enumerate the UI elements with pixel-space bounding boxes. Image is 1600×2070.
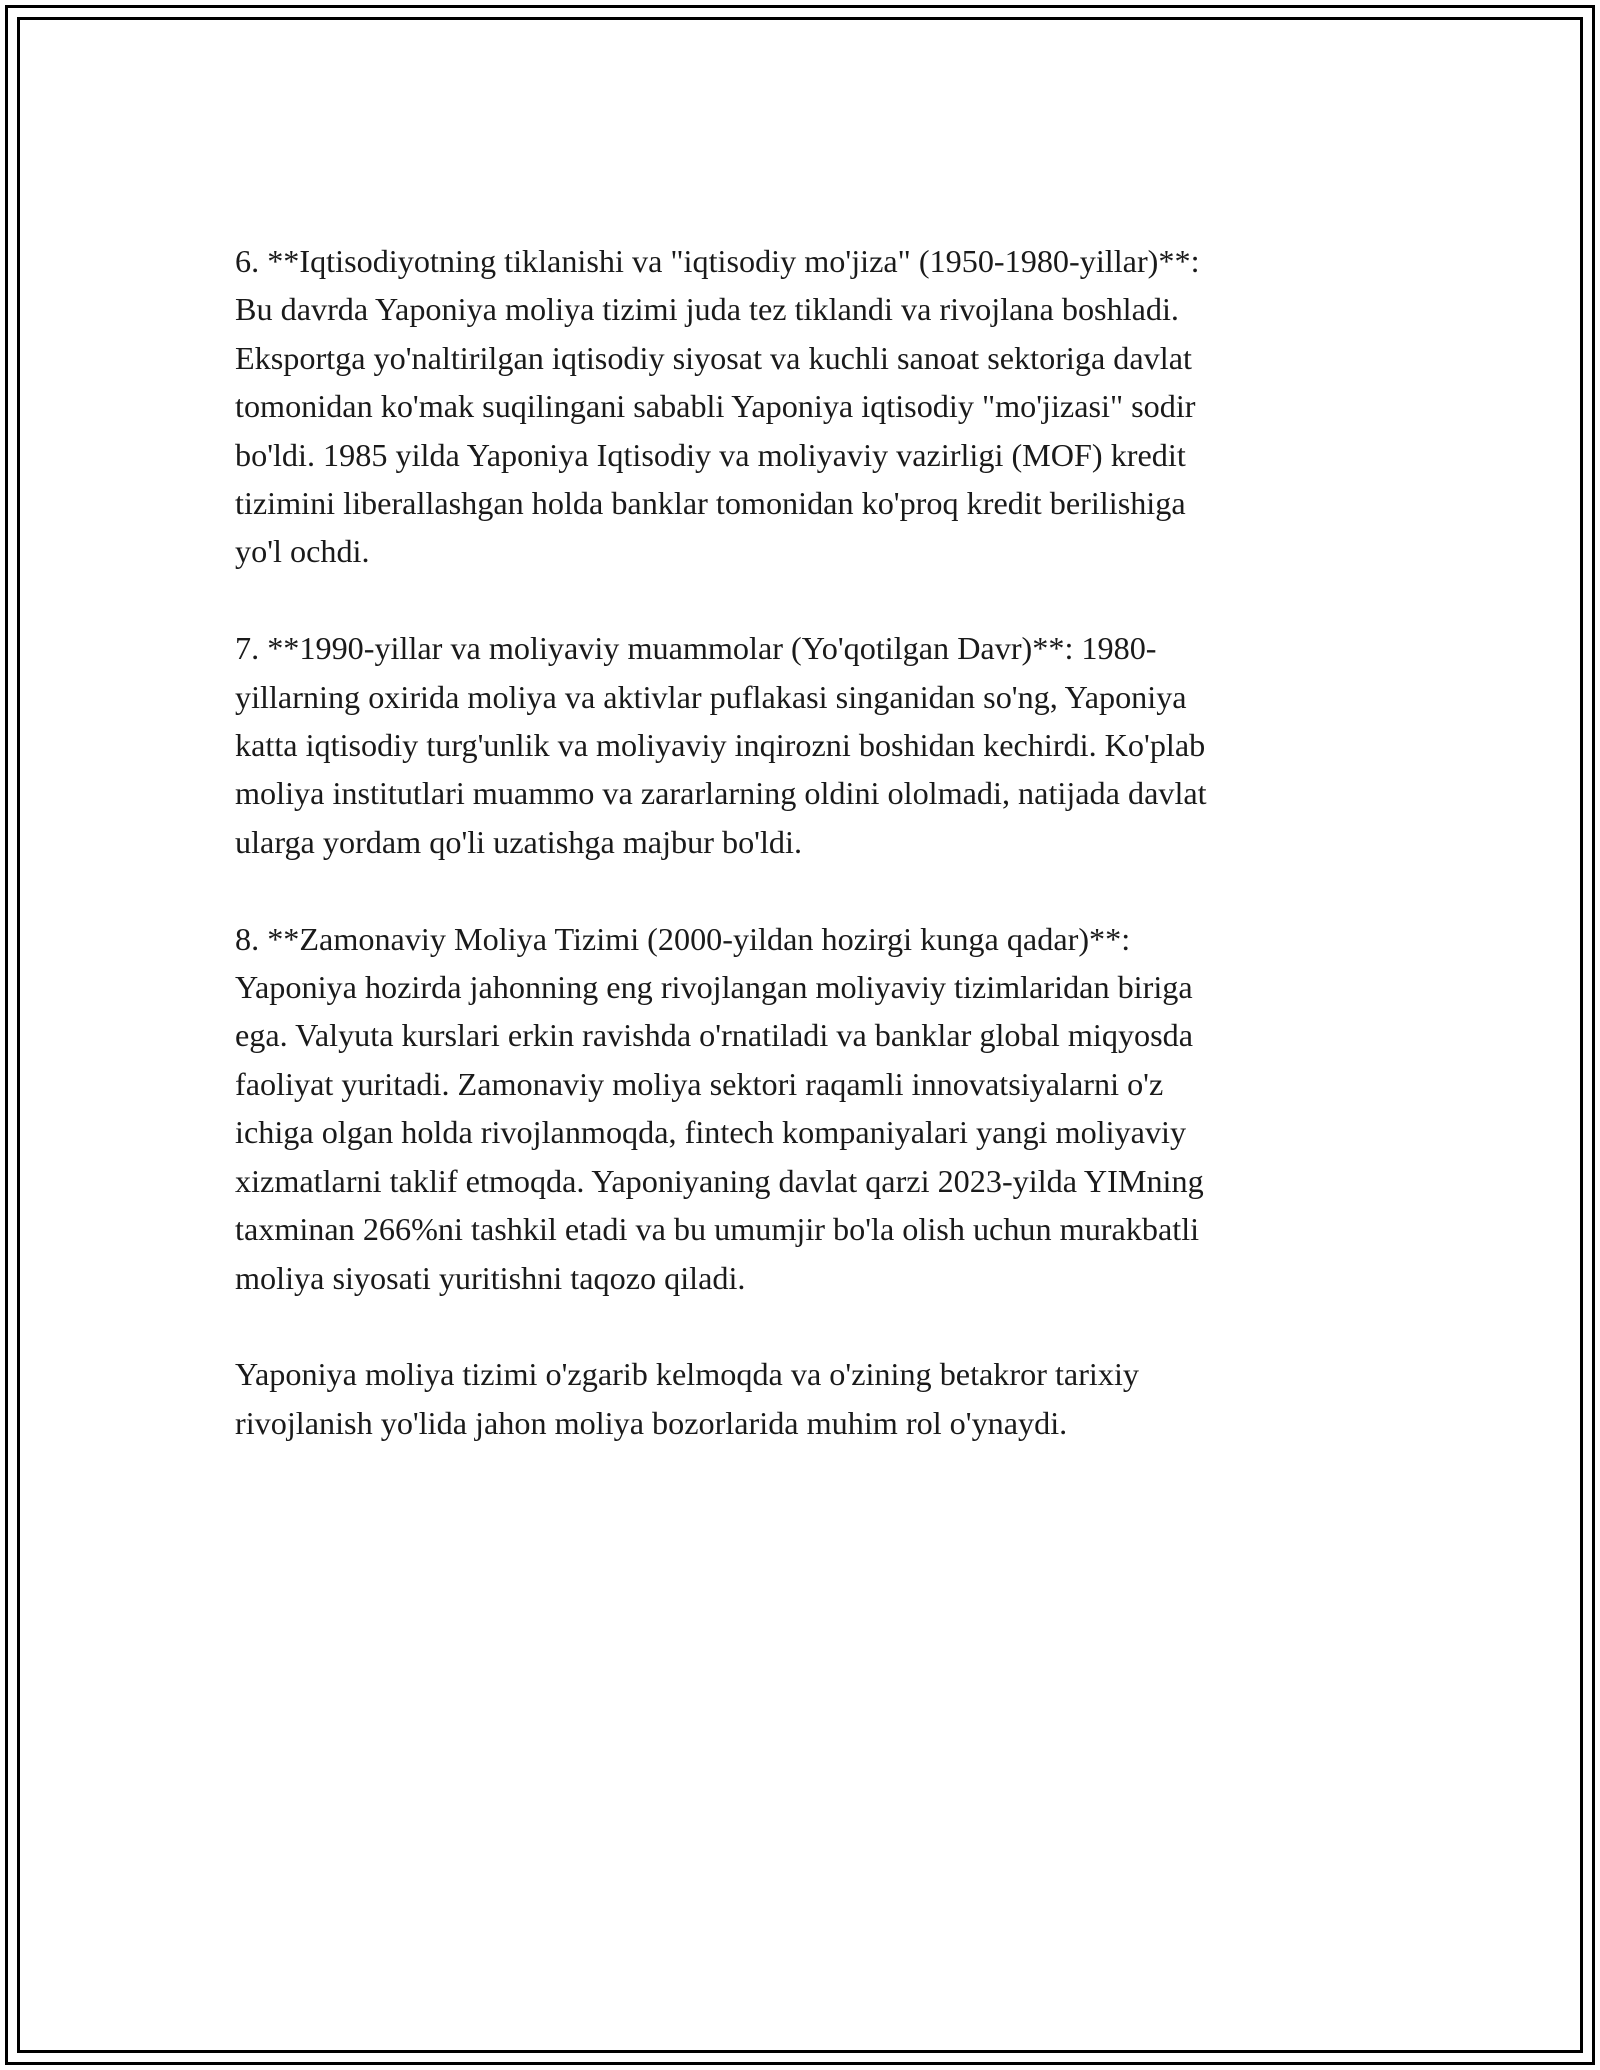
paragraph-section-7 bbox=[235, 624, 1365, 866]
text-line: 6. **Iqtisodiyotning tiklanishi va "iqtisodiy mo'jiza" (1950-1980-yillar)**: bbox=[235, 243, 1200, 279]
text-line: moliya siyosati yuritishni taqozo qiladi. bbox=[235, 1259, 746, 1296]
text-line: rivojlanish yo'lida jahon moliya bozorlarida muhim rol o'ynaydi. bbox=[235, 1404, 1068, 1441]
paragraph-conclusion bbox=[235, 1350, 1365, 1447]
text-line: bo'ldi. 1985 yilda Yaponiya Iqtisodiy va moliyaviy vazirligi (MOF) kredit bbox=[235, 436, 1186, 473]
text-line: Yaponiya hozirda jahonning eng rivojlangan moliyaviy tizimlaridan biriga bbox=[235, 969, 1193, 1006]
text-line: Yaponiya moliya tizimi o'zgarib kelmoqda va o'zining betakror tarixiy bbox=[235, 1356, 1139, 1393]
text-line: taxminan 266%ni tashkil etadi va bu umumjir bo'la olish uchun murakbatli bbox=[235, 1211, 1200, 1248]
document-body bbox=[235, 237, 1365, 1496]
text-line: Bu davrda Yaponiya moliya tizimi juda tez tiklandi va rivojlana boshladi. bbox=[235, 291, 1179, 328]
text-line: tizimini liberallashgan holda banklar tomonidan ko'proq kredit berilishiga bbox=[235, 485, 1186, 522]
text-line: faoliyat yuritadi. Zamonaviy moliya sektori raqamli innovatsiyalarni o'z bbox=[235, 1065, 1164, 1102]
text-line: ichiga olgan holda rivojlanmoqda, fintech kompaniyalari yangi moliyaviy bbox=[235, 1114, 1187, 1151]
paragraph-section-8 bbox=[235, 915, 1365, 1302]
text-line: yillarning oxirida moliya va aktivlar puflakasi singanidan so'ng, Yaponiya bbox=[235, 678, 1187, 715]
text-line: ega. Valyuta kurslari erkin ravishda o'rnatiladi va banklar global miqyosda bbox=[235, 1017, 1194, 1054]
text-line: 7. **1990-yillar va moliyaviy muammolar (Yo'qotilgan Davr)**: 1980- bbox=[235, 630, 1157, 667]
paragraph-section-6 bbox=[235, 237, 1365, 576]
text-line: moliya institutlari muammo va zararlarning oldini ololmadi, natijada davlat bbox=[235, 775, 1207, 812]
text-line: katta iqtisodiy turg'unlik va moliyaviy inqirozni boshidan kechirdi. Ko'plab bbox=[235, 727, 1206, 764]
text-line: yo'l ochdi. bbox=[235, 533, 370, 570]
text-line: 8. **Zamonaviy Moliya Tizimi (2000-yildan hozirgi kunga qadar)**: bbox=[235, 920, 1131, 957]
text-line: xizmatlarni taklif etmoqda. Yaponiyaning davlat qarzi 2023-yilda YIMning bbox=[235, 1162, 1204, 1199]
text-line: tomonidan ko'mak suqilingani sababli Yaponiya iqtisodiy "mo'jizasi" sodir bbox=[235, 388, 1196, 425]
text-line: ularga yordam qo'li uzatishga majbur bo'ldi. bbox=[235, 823, 803, 860]
text-line: Eksportga yo'naltirilgan iqtisodiy siyosat va kuchli sanoat sektoriga davlat bbox=[235, 339, 1192, 376]
